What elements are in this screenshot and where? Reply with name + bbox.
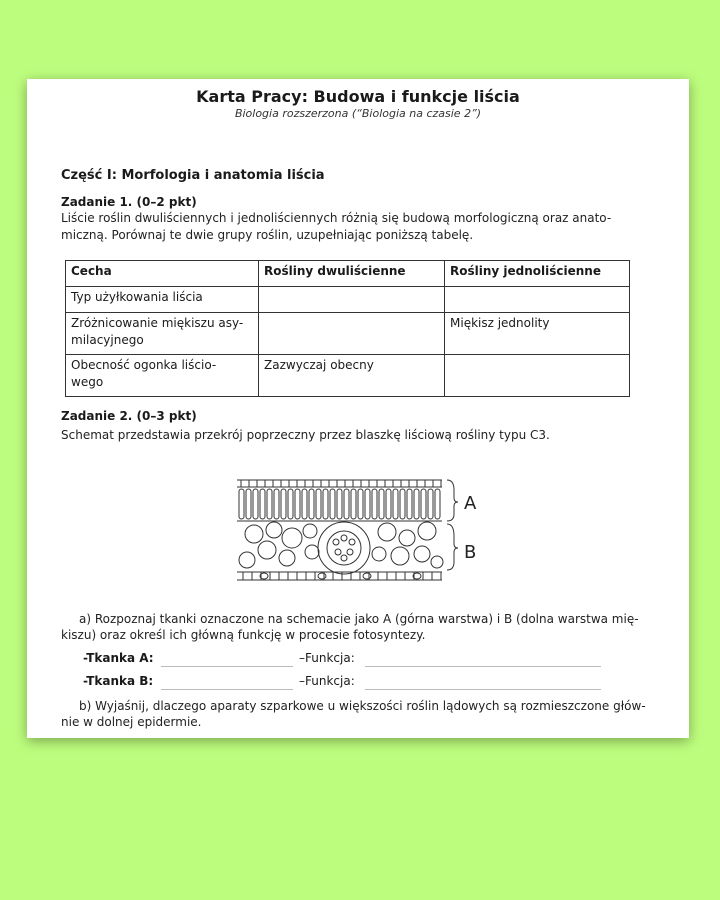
tissue-b-row — [83, 674, 153, 688]
part-a-text-line1: a) Rozpoznaj tkanki oznaczone na schemacie jako A (górna warstwa) i B (dolna warstwa mię- — [79, 612, 639, 626]
table-cell-feature — [66, 355, 259, 397]
bracket-b — [447, 524, 458, 570]
feature-line: Obecność ogonka liścio- — [71, 358, 217, 372]
spongy-layer — [239, 522, 443, 568]
tissue-b-label: -Tkanka B: — [83, 674, 154, 688]
part-b-text-line2: nie w dolnej epidermie. — [61, 715, 202, 729]
palisade-layer — [239, 489, 440, 519]
function-a-row — [299, 651, 355, 665]
task1-header: Zadanie 1. (0–2 pkt) — [61, 195, 197, 209]
comparison-table — [65, 260, 630, 397]
worksheet-subtitle: Biologia rozszerzona (“Biologia na czasie 2”) — [234, 107, 482, 120]
part-a-text-line2: kiszu) oraz określ ich główną funkcję w procesie fotosyntezy. — [61, 628, 426, 642]
table-header-monocot: Rośliny jednoliścienne — [445, 261, 630, 287]
feature-line: wego — [71, 375, 104, 389]
part-b-text-line1: b) Wyjaśnij, dlaczego aparaty szparkowe u większości roślin lądowych są rozmieszczone głów- — [79, 699, 646, 713]
table-header-dicot: Rośliny dwuliścienne — [259, 261, 445, 287]
table-cell-feature — [66, 313, 259, 355]
upper-epidermis — [237, 480, 442, 487]
feature-line: milacyjnego — [71, 333, 144, 347]
task2-header: Zadanie 2. (0–3 pkt) — [61, 409, 197, 423]
table-header-row — [66, 261, 630, 287]
tissue-a-label: -Tkanka A: — [83, 651, 154, 665]
vascular-bundle — [318, 522, 370, 574]
table-row — [66, 287, 630, 313]
task1-text-line1: Liście roślin dwuliściennych i jednoliściennych różnią się budową morfologiczną oraz anato- — [61, 211, 612, 225]
feature-line: Zróżnicowanie miękiszu asy- — [71, 316, 244, 330]
function-b-answer-line[interactable] — [365, 688, 601, 690]
task1-text-line2: miczną. Porównaj te dwie grupy roślin, uzupełniając poniższą tabelę. — [61, 228, 474, 242]
table-cell-dicot-answer[interactable] — [259, 313, 445, 355]
function-b-label: –Funkcja: — [299, 674, 355, 688]
function-a-answer-line[interactable] — [365, 665, 601, 667]
worksheet-title: Karta Pracy: Budowa i funkcje liścia — [196, 87, 520, 106]
diagram-label-b: B — [464, 542, 477, 563]
table-header-feature: Cecha — [66, 261, 259, 287]
leaf-cross-section-diagram — [232, 476, 492, 596]
task2-text-line1: Schemat przedstawia przekrój poprzeczny przez blaszkę liściową rośliny typu C3. — [61, 428, 550, 442]
table-cell-monocot-answer[interactable] — [445, 355, 630, 397]
table-row — [66, 313, 630, 355]
table-row — [66, 355, 630, 397]
table-cell-monocot-answer[interactable] — [445, 287, 630, 313]
table-cell-feature: Typ użyłkowania liścia — [66, 287, 259, 313]
table-cell-monocot: Miękisz jednolity — [445, 313, 630, 355]
worksheet-page — [27, 79, 689, 738]
tissue-b-answer-line[interactable] — [161, 688, 293, 690]
bracket-a — [447, 480, 458, 521]
function-a-label: –Funkcja: — [299, 651, 355, 665]
function-b-row — [299, 674, 355, 688]
section-title: Część I: Morfologia i anatomia liścia — [61, 168, 325, 183]
tissue-a-answer-line[interactable] — [161, 665, 293, 667]
table-cell-dicot: Zazwyczaj obecny — [259, 355, 445, 397]
table-cell-dicot-answer[interactable] — [259, 287, 445, 313]
tissue-a-row — [83, 651, 154, 665]
diagram-label-a: A — [464, 493, 477, 514]
